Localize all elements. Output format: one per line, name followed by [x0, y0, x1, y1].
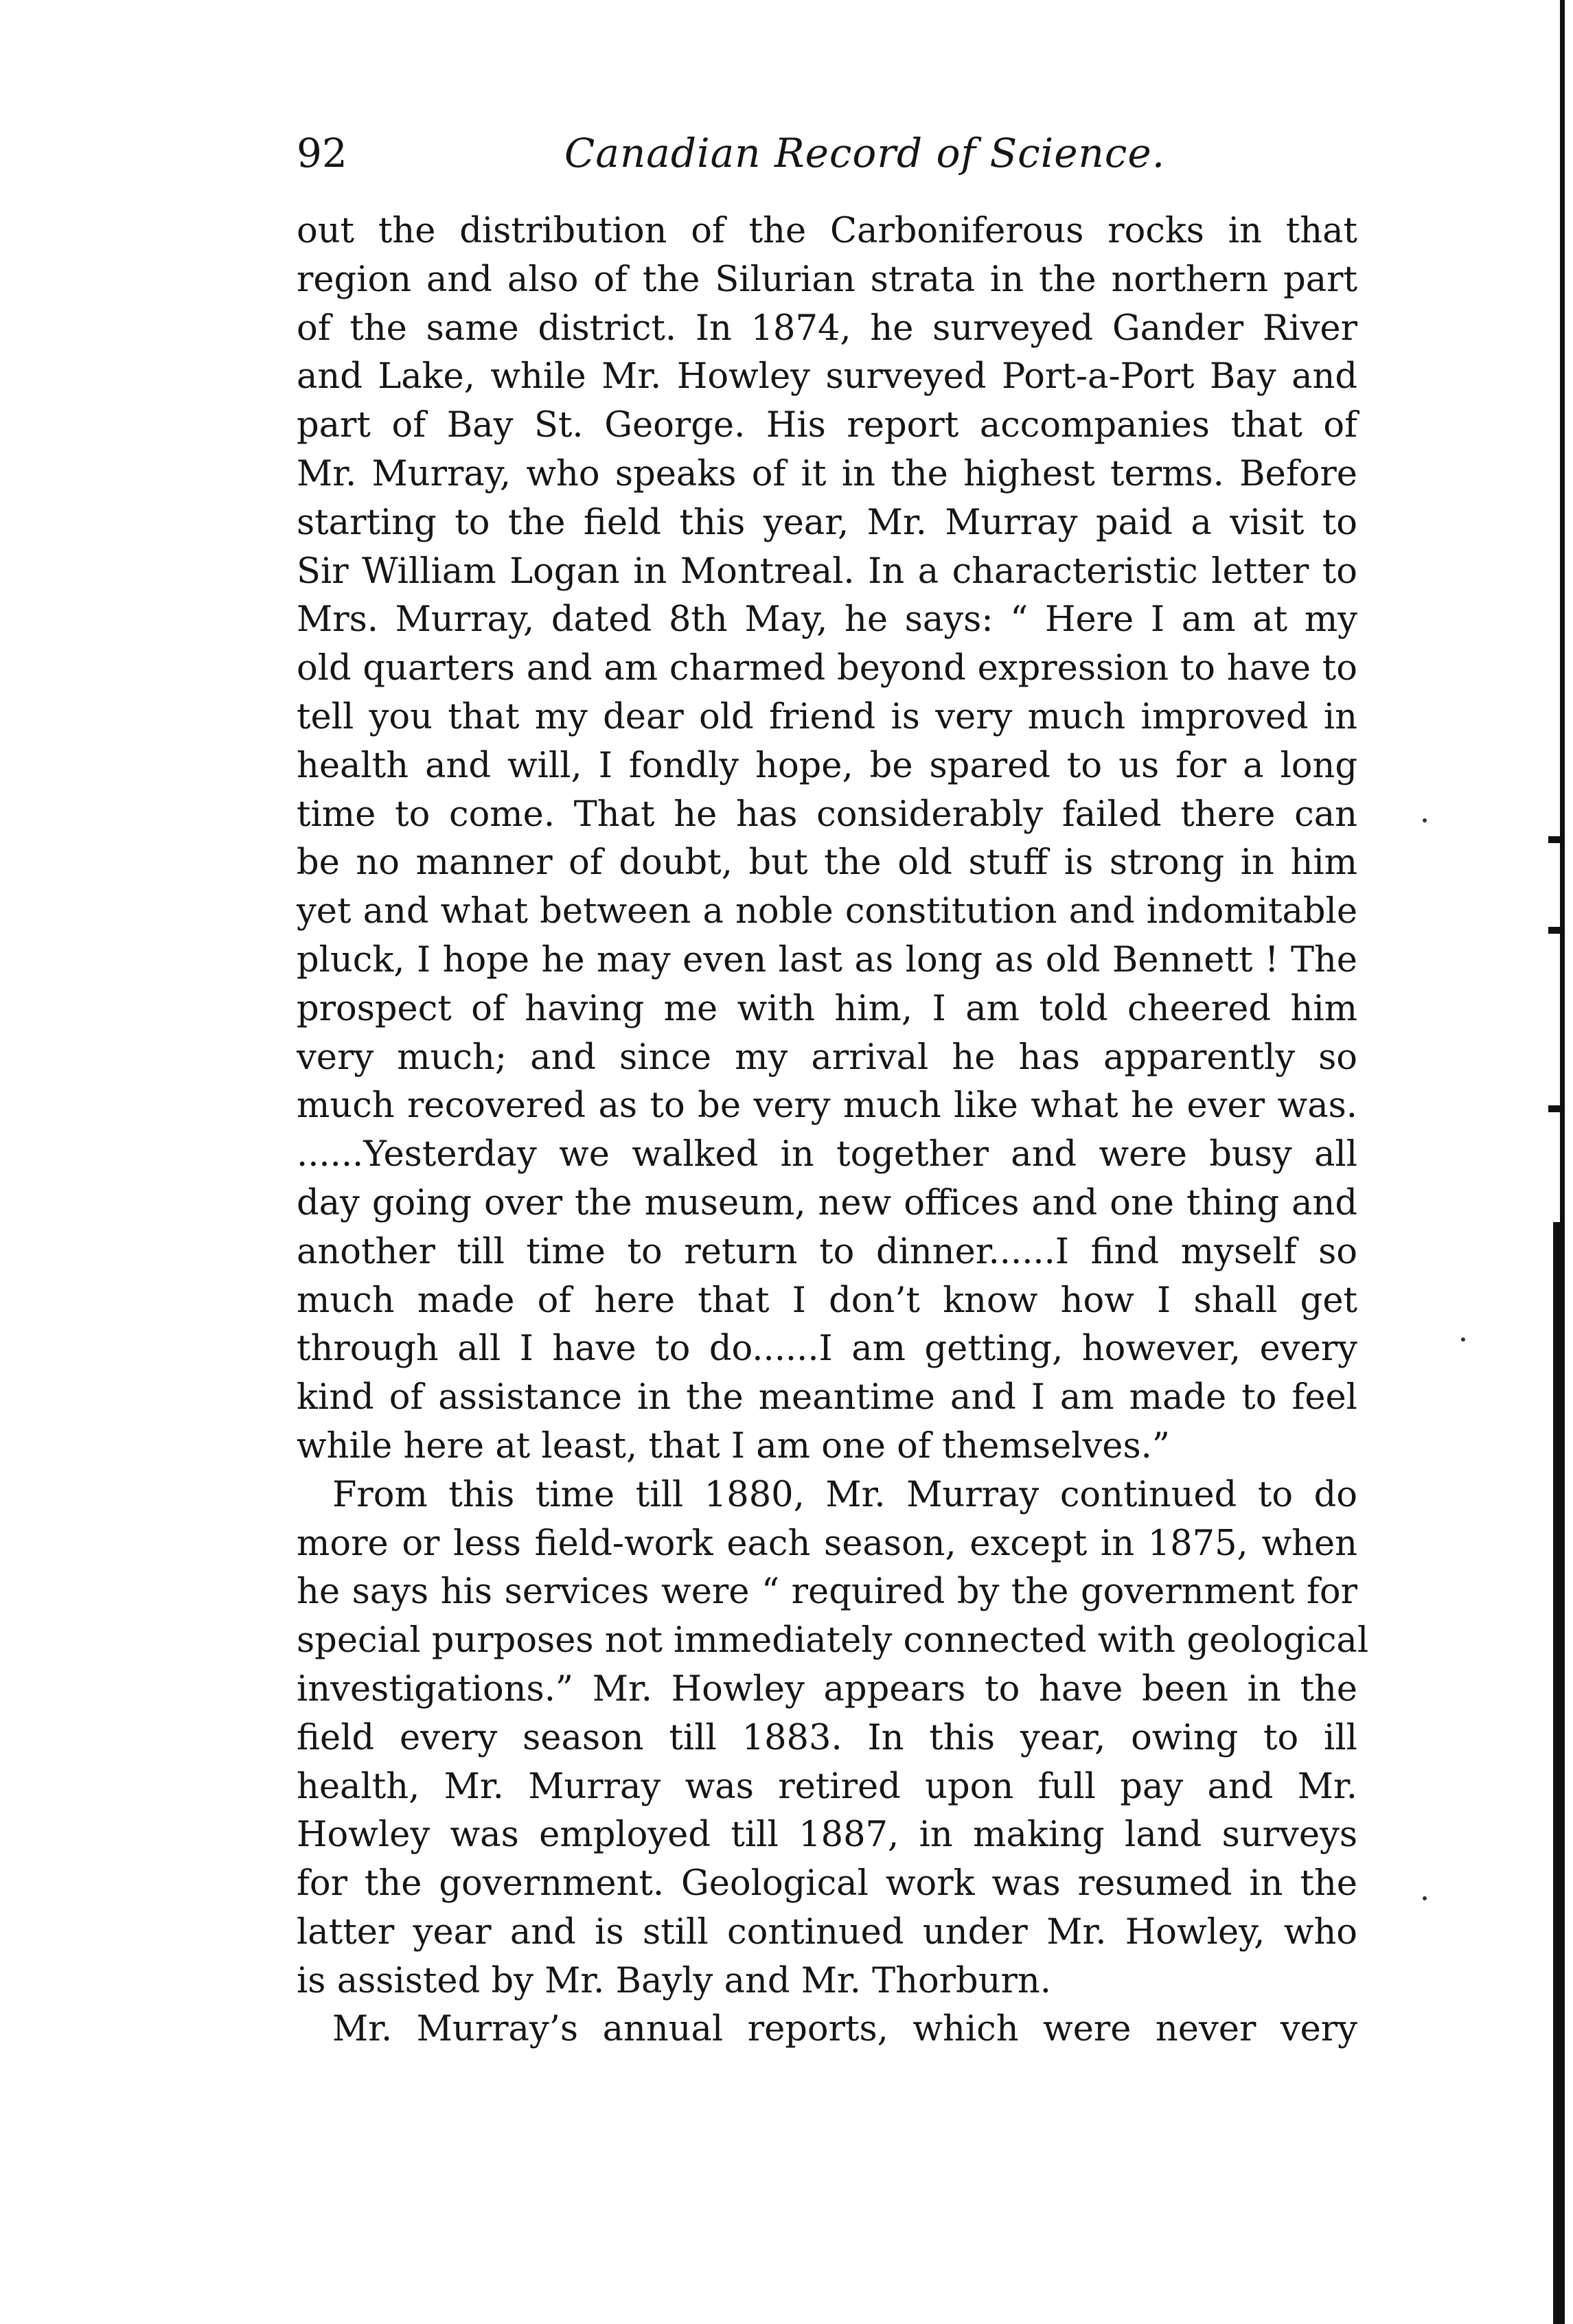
text-line: and Lake, while Mr. Howley surveyed Port-a-Port Bay and [297, 356, 1357, 398]
text-line: of the same district. In 1874, he surveyed Gander River [297, 308, 1357, 349]
text-line: much made of here that I don’t know how I shall get [297, 1280, 1357, 1321]
edge-mark [1548, 1105, 1561, 1112]
running-title: Canadian Record of Science. [564, 130, 1166, 176]
page-header [297, 122, 1357, 184]
text-line: while here at least, that I am one of themselves.” [297, 1425, 1170, 1466]
text-line: he says his services were “ required by the government for [297, 1572, 1357, 1613]
text-line: health, Mr. Murray was retired upon full pay and Mr. [297, 1766, 1357, 1807]
text-line: out the distribution of the Carboniferous rocks in that [297, 211, 1357, 251]
text-line: old quarters and am charmed beyond expression to have to [297, 648, 1357, 689]
text-line: field every season till 1883. In this year, owing to ill [297, 1717, 1357, 1758]
edge-mark [1548, 927, 1561, 934]
scan-speck [1423, 818, 1427, 822]
page-edge-shadow-lower [1553, 1222, 1563, 2324]
text-line: day going over the museum, new offices and one thing and [297, 1182, 1357, 1223]
text-line: tell you that my dear old friend is very much improved in [297, 696, 1357, 737]
page-number: 92 [297, 130, 347, 176]
text-line: is assisted by Mr. Bayly and Mr. Thorburn. [297, 1960, 1051, 2001]
text-line: Mr. Murray’s annual reports, which were never very [332, 2009, 1357, 2050]
text-line: From this time till 1880, Mr. Murray continued to do [332, 1474, 1357, 1515]
scan-speck [1461, 1337, 1465, 1342]
text-line: be no manner of doubt, but the old stuff is strong in him [297, 842, 1357, 884]
scan-speck [1423, 1896, 1427, 1900]
text-line: starting to the field this year, Mr. Murray paid a visit to [297, 502, 1357, 543]
text-line: latter year and is still continued under Mr. Howley, who [297, 1911, 1357, 1953]
text-line: more or less field-work each season, except in 1875, when [297, 1523, 1357, 1564]
body-text [297, 207, 1369, 2054]
text-line: ......Yesterday we walked in together and were busy all [297, 1134, 1357, 1175]
text-line: prospect of having me with him, I am told cheered him [297, 988, 1357, 1029]
text-line: through all I have to do......I am getting, however, every [297, 1328, 1357, 1370]
edge-mark [1548, 836, 1561, 843]
text-line: time to come. That he has considerably failed there can [297, 794, 1357, 835]
text-line: pluck, I hope he may even last as long as old Bennett ! The [297, 939, 1357, 980]
text-line: very much; and since my arrival he has apparently so [297, 1037, 1357, 1078]
text-line: yet and what between a noble constitution and indomitable [297, 891, 1357, 932]
text-line: Mrs. Murray, dated 8th May, he says: “ Here I am at my [297, 599, 1357, 641]
text-line: much recovered as to be very much like what he ever was. [297, 1085, 1357, 1127]
text-line: Howley was employed till 1887, in making land surveys [297, 1815, 1357, 1856]
text-line: for the government. Geological work was resumed in the [297, 1863, 1357, 1905]
text-line: another till time to return to dinner......I find myself so [297, 1231, 1357, 1272]
text-line: health and will, I fondly hope, be spared to us for a long [297, 745, 1357, 786]
text-line: part of Bay St. George. His report accompanies that of [297, 405, 1357, 446]
text-line: region and also of the Silurian strata in the northern part [297, 259, 1357, 300]
text-line: Sir William Logan in Montreal. In a characteristic letter to [297, 551, 1357, 592]
text-line: special purposes not immediately connected with geological [297, 1620, 1369, 1661]
text-line: Mr. Murray, who speaks of it in the highest terms. Before [297, 453, 1357, 494]
text-line: investigations.” Mr. Howley appears to have been in the [297, 1668, 1357, 1710]
text-line: kind of assistance in the meantime and I am made to feel [297, 1377, 1357, 1418]
